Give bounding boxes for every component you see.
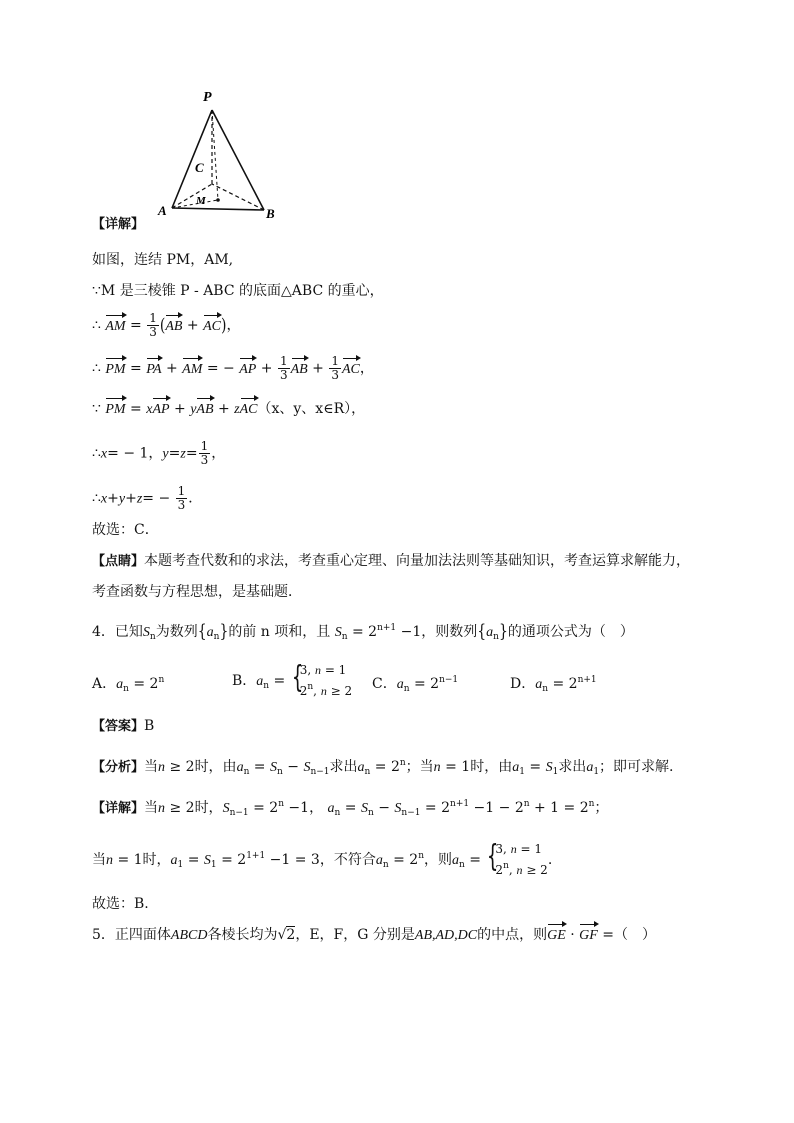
q4-number: 4． [92,624,115,640]
tetrahedron-figure [150,80,290,220]
label-b: B [266,206,275,220]
dianjing-text-1: 本题考查代数和的求法，考查重心定理、向量加法法则等基础知识，考查运算求解能力， [144,553,691,569]
solution-line-3: ∴ AM = $\frac{1}{3}$ (AB + AC)， [92,311,241,339]
detail-heading-text: 【详解】 [92,217,145,232]
q5-stem: 5．正四面体ABCD各棱长均为√2，E，F，G 分别是AB,AD,DC的中点，则GE · GF =（ ） [92,925,656,946]
q4-analysis: 【分析】当n ≥ 2时，由$a_n = S_n - S_{n-1}$求出$a_n = 2^n$；当n = 1时，由$a_1 = S_1$求出$a_1$；即可求解. [92,758,674,777]
q4-choose: 故选：B. [92,896,149,912]
dianjing-line-1 [92,551,690,572]
q4-option-d-label: D． [510,676,536,692]
q4-option-b-label: B． [232,673,257,689]
edge-pa [172,110,212,208]
q4-option-c[interactable]: C．$a_n = 2^{n-1}$ [372,675,459,694]
label-p: P [203,90,212,105]
detail-heading [92,214,144,235]
q4-detail-heading: 【详解】 [92,801,145,816]
label-a: A [158,203,167,218]
q4-stem: 4．已知$S_n$为数列$\{a_n\}$的前 n 项和，且 $S_n = 2^{n+1} -1$，则数列$\{a_n\}$的通项公式为（ ） [92,622,634,642]
q4-option-a[interactable]: A．$a_n = 2^n$ [92,675,165,694]
dianjing-heading: 【点睛】 [92,554,145,569]
q5-number: 5． [92,927,115,943]
q4-answer-heading: 【答案】 [92,719,145,734]
q4-stem-d: ，则数列 [421,624,478,640]
q4-options [92,663,712,710]
dianjing-line-2: 考查函数与方程思想，是基础题． [92,584,302,600]
solution-line-1: 如图，连结 PM，AM, [92,252,234,268]
q4-stem-e: 的通项公式为（ ） [507,624,634,640]
q4-option-b[interactable]: B．$a_n$ = { 3, n = 1 2$^n$, n ≥ 2 [232,662,352,700]
q4-option-a-label: A． [92,676,117,692]
solution-line-8: 故选：C． [92,522,159,538]
q4-analysis-heading: 【分析】 [92,760,145,775]
solution-line-4: ∴ PM = PA + AM = − AP + $\frac{1}{3}$ AB + $\frac{1}{3}$ AC， [92,354,374,382]
edge-bc [212,184,264,210]
edge-ab [172,208,264,210]
point-m [216,198,220,202]
label-c: C [195,160,204,175]
q4-option-c-label: C． [372,676,397,692]
q4-stem-b: 为数列 [155,624,198,640]
q4-stem-a: 已知 [114,624,143,640]
edge-pb [212,110,264,210]
q4-stem-c: 的前 n 项和，且 [228,624,331,640]
solution-line-6: ∴x= − 1，y=z= $\frac{1}{3}$ ， [92,439,226,467]
q4-answer-value: B [144,718,155,734]
solution-line-5: ∵ PM = xAP + yAB + zAC（x、y、x∈R）， [92,399,365,420]
label-m: M [196,195,206,207]
solution-line-2: ∵M 是三棱锥 P - ABC 的底面△ABC 的重心， [92,283,384,299]
q4-option-d[interactable]: D．$a_n = 2^{n+1}$ [510,675,597,694]
q4-detail-2: 当n = 1时，$a_1 = S_1 = 2^{1+1} -1 = 3$，不符合$a_n = 2^n$，则$a_n$ = { 3, n = 1 2$^n$, n ≥ 2 . [92,841,552,879]
q4-answer [92,716,154,737]
solution-line-7: ∴x+y+z= − $\frac{1}{3}$ ． [92,484,203,512]
q4-detail-1: 【详解】当n ≥ 2时，$S_{n-1} = 2^n -1$， $a_n = S_n - S_{n-1} = 2^{n+1} -1 - 2^n + 1 = 2^n$； [92,799,609,818]
